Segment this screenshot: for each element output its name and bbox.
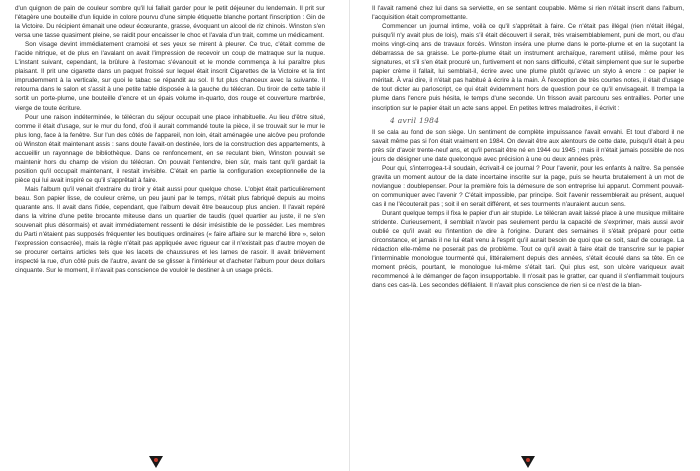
paragraph: Commencer un journal intime, voilà ce qu'il s'apprêtait à faire. Ce n'était pas illégal (rien n'était illégal, puisqu'il n'y avait plus de lois), mais s'il était découvert il serait, très vraisemblablement, puni de mort, ou d'au moins vingt-cinq ans de travaux forcés. Winston inséra une plume dans le porte-plume et en la suçotant la débarrassa de sa graisse. Le porte-plume était un instrument archaïque, rarement utilisé, même pour les signatures, et s'il s'en était procuré un, furtivement et non sans difficulté, c'était simplement que sur le superbe papier crème il fallait, lui semblait-il, écrire avec une plume plutôt qu'avec un stylo à encre : ce papier le méritait. À vrai dire, il n'était pas habitué à écrire à la main. À l'exception de très courtes notes, il était d'usage de tout dicter au parloscript, ce qui était évidemment hors de question pour ce qu'il envisageait. Il trempa la plume dans l'encre puis hésita, le temps d'une seconde. Un frisson avait parcouru ses entrailles. Porter une inscription sur le papier était un acte sans appel. En petites lettres maladroites, il écrivit : <box>372 23 684 112</box>
paragraph: Il l'avait ramené chez lui dans sa serviette, en se sentant coupable. Même si rien n'était inscrit dans l'album, l'acquisition était compromettante. <box>372 5 684 22</box>
paragraph: Son visage devint immédiatement cramoisi et ses yeux se mirent à pleurer. Ce truc, c'était comme de l'acide nitrique, et de plus en l'avalant on avait l'impression de recevoir un coup de matraque sur la nuque. L'instant suivant, cependant, la brûlure à l'estomac s'évanouit et le monde commença à lui paraître plus plaisant. Il prit une cigarette dans un paquet froissé sur lequel était inscrit Cigarettes de la Victoire et la tint imprudemment à la verticale, sur quoi le tabac se répandit au sol. Il fut plus chanceux avec la suivante. Il retourna dans le salon et s'assit à une petite table disposée à la gauche du télécran. Du tiroir de cette table il sortit un porte-plume, une bouteille d'encre et un épais volume in-quarto, dos rouge et couverture marbrée, vierge de toute écriture. <box>15 41 325 112</box>
page-ornament-icon <box>148 455 164 469</box>
diary-date-entry: 4 avril 1984 <box>390 115 440 125</box>
ornament-dot <box>526 458 530 462</box>
paragraph: d'un quignon de pain de couleur sombre qu'il lui fallait garder pour le petit déjeuner du lendemain. Il prit sur l'étagère une bouteille d'un liquide in colore pourvu d'une simple étiquette blanche portant l'inscription : Gin de la Victoire. Du récipient émanait une odeur écœurante, grasse, évoquant un alcool de riz chinois. Winston s'en versa une tasse quasiment pleine, se raidit pour encaisser le choc et l'avala d'un trait, comme un médicament. <box>15 5 325 40</box>
paragraph: Pour qui, s'interrogea-t-il soudain, écrivait-il ce journal ? Pour l'avenir, pour les enfants à naître. Sa pensée gravita un moment autour de la date incertaine inscrite sur la page, puis se heurta brutalement à un mot de novlangue : doublepenser. Pour la première fois la démesure de son entreprise lui apparut. Comment pouvait-on communiquer avec l'avenir ? C'était impossible, par principe. Soit l'avenir ressemblerait au présent, auquel cas il ne l'écouterait pas ; soit il en serait différent, et ses tourments n'auraient aucun sens. <box>372 164 684 208</box>
paragraph: Mais l'album qu'il venait d'extraire du tiroir y était aussi pour quelque chose. L'objet était particulièrement beau. Son papier lisse, de couleur crème, un peu jauni par le temps, n'était plus fabriqué depuis au moins quarante ans. Il avait dans l'idée, cependant, que l'album devait être beaucoup plus ancien. Il l'avait repéré dans la vitrine d'une petite brocante miteuse dans un quartier de taudis (quel quartier au juste, il ne s'en souvenait plus désormais) et avait immédiatement ressenti le désir irrésistible de le posséder. Les membres du Parti n'étaient pas supposés fréquenter les boutiques ordinaires (« faire affaire sur le marché libre », selon l'expression consacrée), mais la règle n'était pas appliquée avec rigueur car il n'existait pas d'autre moyen de se procurer certains articles tels que les lacets de chaussures et les lames de rasoir. Il avait brièvement inspecté la rue, d'un côté puis de l'autre, avant de se glisser à l'intérieur et d'acheter l'album pour deux dollars cinquante. Sur le moment, il n'avait pas conscience de vouloir le destiner à un usage précis. <box>15 185 325 275</box>
book-spine <box>349 0 350 471</box>
right-page <box>372 4 684 471</box>
paragraph: Il se cala au fond de son siège. Un sentiment de complète impuissance l'avait envahi. Et tout d'abord il ne savait même pas si l'on était vraiment en 1984. On devait être aux alentours de cette date, puisqu'il était à peu près sûr d'avoir trente-neuf ans, et qu'il pensait être né en 1944 ou 1945 ; mais il n'était jamais possible de nos jours de désigner une date quelconque avec précision à une ou deux années près. <box>372 128 684 163</box>
page-ornament-icon <box>520 455 536 469</box>
paragraph: Pour une raison indéterminée, le télécran du séjour occupait une place inhabituelle. Au lieu d'être situé, comme il était d'usage, sur le mur du fond, d'où il aurait commandé toute la pièce, il se trouvait sur le mur le plus long, face à la fenêtre. Sur l'un des côtés de l'appareil, non loin, était aménagée une alcôve peu profonde où Winston était maintenant assis : sans doute l'avait-on destinée, lors de la construction des appartements, à accueillir un rayonnage de bibliothèque. Dans ce renfoncement, en se reculant bien, Winston pouvait se maintenir hors du champ de vision du télécran. On pouvait l'entendre, bien sûr, mais tant qu'il gardait la position qu'il occupait maintenant, il restait invisible. C'était en partie la configuration exceptionnelle de la pièce qui lui avait inspiré ce qu'il s'apprêtait à faire. <box>15 113 325 184</box>
ornament-dot <box>154 458 158 462</box>
left-page <box>15 4 325 471</box>
paragraph: Durant quelque temps il fixa le papier d'un air stupide. Le télécran avait laissé place à une musique militaire stridente. Curieusement, il semblait n'avoir pas seulement perdu la capacité de s'exprimer, mais aussi avoir oublié ce qu'il avait eu l'intention de dire à l'origine. Durant des semaines il s'était préparé pour cette circonstance, et jamais il ne lui était venu à l'esprit qu'il aurait besoin de quoi que ce soit, sauf de courage. La rédaction elle-même ne poserait pas de problème. Tout ce qu'il avait à faire était de transcrire sur le papier l'interminable monologue tourmenté qui, littéralement depuis des années, s'était écoulé dans sa tête. En ce moment précis, pourtant, le monologue lui-même s'était tari. Qui plus est, son ulcère variqueux avait recommencé à le démanger de façon insupportable. Il n'osait pas le gratter, car quand il s'enflammait toujours dans ces cas-là. Les secondes défilaient. Il n'avait plus conscience de rien si ce n'est de la blan- <box>372 209 684 290</box>
